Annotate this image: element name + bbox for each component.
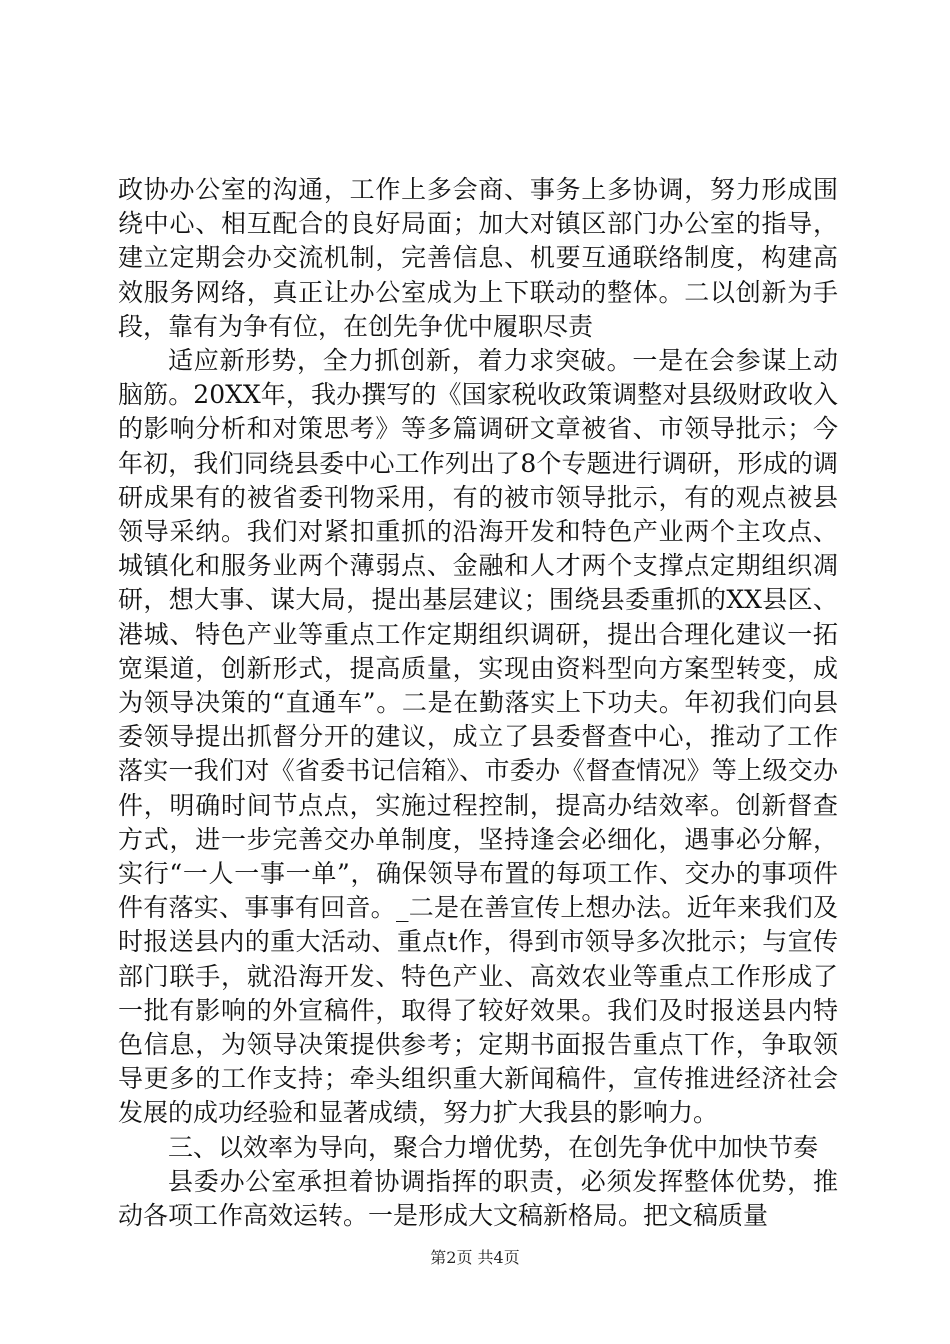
section-heading: 三、以效率为导向，聚合力增优势，在创先争优中加快节奏: [168, 1132, 819, 1162]
paragraph-1: 政协办公室的沟通，工作上多会商、事务上多协调，努力形成围绕中心、相互配合的良好局面；加大对镇区部门办公室的指导，建立定期会办交流机制，完善信息、机要互通联络制度，构建高效服务网络，真正让办公室成为上下联动的整体。二以创新为手段，靠有为争有位，在创先争优中履职尽责: [118, 175, 838, 341]
document-body: [118, 173, 838, 1233]
paragraph-3: 县委办公室承担着协调指挥的职责，必须发挥整体优势，推动各项工作高效运转。一是形成大文稿新格局。把文稿质量: [118, 1166, 838, 1231]
paragraph-2: 适应新形势，全力抓创新，着力求突破。一是在会参谋上动脑筋。20XX年，我办撰写的《国家税收政策调整对县级财政收入的影响分析和对策思考》等多篇调研文章被省、市领导批示；今年初，我们同绕县委中心工作列出了8个专题进行调研，形成的调研成果有的被省委刊物采用，有的被市领导批示，有的观点被县领导采纳。我们对紧扣重抓的沿海开发和特色产业两个主攻点、城镇化和服务业两个薄弱点、金融和人才两个支撑点定期组织凋研，想大事、谋大局，提出基层建议；围绕县委重抓的XX县区、港城、特色产业等重点工作定期组织调研，提出合理化建议一拓宽渠道，创新形式，提高质量，实现由资料型向方案型转变，成为领导决策的“直通车”。二是在勤落实上下功夫。年初我们向县委领导提出抓督分开的建议，成立了县委督查中心，推动了工作落实一我们对《省委书记信箱》、市委办《督查情况》等上级交办件，明确时间节点点，实施过程控制，提高办结效率。创新督查方式，进一步完善交办单制度，坚持逢会必细化，遇事必分解，实行“一人一事一单”，确保领导布置的每项工作、交办的事项件件有落实、事事有回音。_二是在善宣传上想办法。近年来我们及时报送县内的重大活动、重点t作，得到市领导多次批示；与宣传部门联手，就沿海开发、特色产业、高效农业等重点工作形成了一批有影响的外宣稿件，取得了较好效果。我们及时报送县内特色信息，为领导决策提供参考；定期书面报告重点丅作，争取领导更多的工作支持；牵头组织重大新闻稿件，宣传推进经济社会发展的成功经验和显著成绩，努力扩大我县的影响力。: [118, 346, 838, 1128]
page-number-footer: 第2页 共4页: [430, 1248, 520, 1267]
